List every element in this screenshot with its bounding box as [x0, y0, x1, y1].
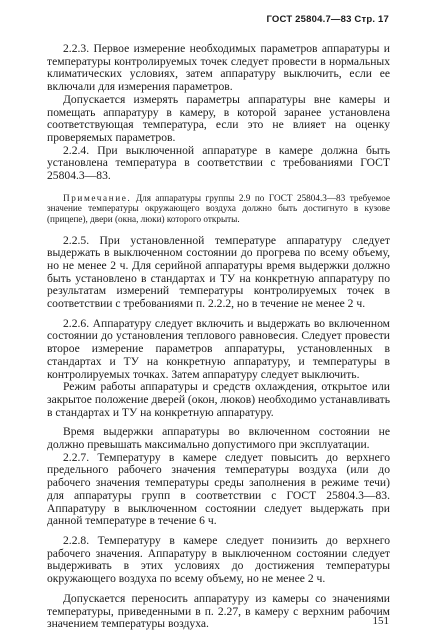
paragraph-2-2-8: 2.2.8. Температуру в камере следует понизить до верхнего рабочего значения. Аппаратуру в выключенном состоянии следует выдерживать в этих условиях до достижения температуры окружающего воздуха по всему объему, но не менее 2 ч.	[47, 533, 390, 586]
paragraph-measure-outside: Допускается измерять параметры аппаратуры вне камеры и помещать аппаратуру в камеру, в которой заранее установлена соответствующая температура, если это не влияет на оценку проверяемых параметров.	[47, 92, 390, 144]
running-head: ГОСТ 25804.7—83 Стр. 17	[266, 14, 389, 25]
paragraph-2-2-3: 2.2.3. Первое измерение необходимых параметров аппаратуры и температуры контролируемых точек следует провести в нормальных климатических условиях, затем аппаратуру выключить, если ее включали для измерения параметров.	[47, 42, 390, 94]
paragraph-2-2-4: 2.2.4. При выключенной аппаратуре в камере должна быть установлена температура в соответствии с требованиями ГОСТ 25804.3—83.	[47, 143, 390, 183]
paragraph-2-2-5: 2.2.5. При установленной температуре аппаратуру следует выдержать в выключенном состоянии до прогрева по всему объему, но не менее 2 ч. Для серийной аппаратуры время выдержки должно быть установлено в стандартах и ТУ на конкретную аппаратуру по результатам измерений температуры контролируемых точек в соответствии с требованиями п. 2.2.2, но в течение не менее 2 ч.	[47, 233, 390, 311]
note-text: Для аппаратуры группы 2.9 по ГОСТ 25804.3—83 требуемое значение температуры окружающего воздуха должно быть достигнуто в кузове (прицепе), двери (окна, люки) которого открыты.	[47, 192, 390, 224]
body-text	[47, 43, 390, 631]
note	[47, 193, 390, 225]
paragraph-2-2-7: 2.2.7. Температуру в камере следует повысить до верхнего предельного рабочего значения температуры воздуха (или до рабочего значения температуры среды заполнения в режиме течи) для аппаратуры групп в соответствии с ГОСТ 25804.3—83. Аппаратуру в выключенном состоянии следует выдержать при данной температуре в течение 6 ч.	[47, 450, 390, 528]
page-number: 151	[372, 615, 389, 627]
paragraph-2-2-6: 2.2.6. Аппаратуру следует включить и выдержать во включенном состоянии до установления теплового равновесия. Следует провести второе измерение параметров аппаратуры, установленных в стандартах и ТУ на конкретную аппаратуру, и температуры в контролируемых точках. Затем аппаратуру следует выключить.	[47, 316, 390, 381]
paragraph-transfer: Допускается переносить аппаратуру из камеры со значениями температуры, приведенными в п. 2.27, в камеру с верхним рабочим значением температуры воздуха.	[47, 591, 390, 631]
paragraph-hold-time: Время выдержки аппаратуры во включенном состоянии не должно превышать максимально допустимого при эксплуатации.	[47, 425, 390, 452]
paragraph-cooling-mode: Режим работы аппаратуры и средств охлаждения, открытое или закрытое положение дверей (окон, люков) необходимо устанавливать в стандартах и ТУ на конкретную аппаратуру.	[47, 380, 390, 419]
note-label: Примечание.	[63, 192, 132, 203]
